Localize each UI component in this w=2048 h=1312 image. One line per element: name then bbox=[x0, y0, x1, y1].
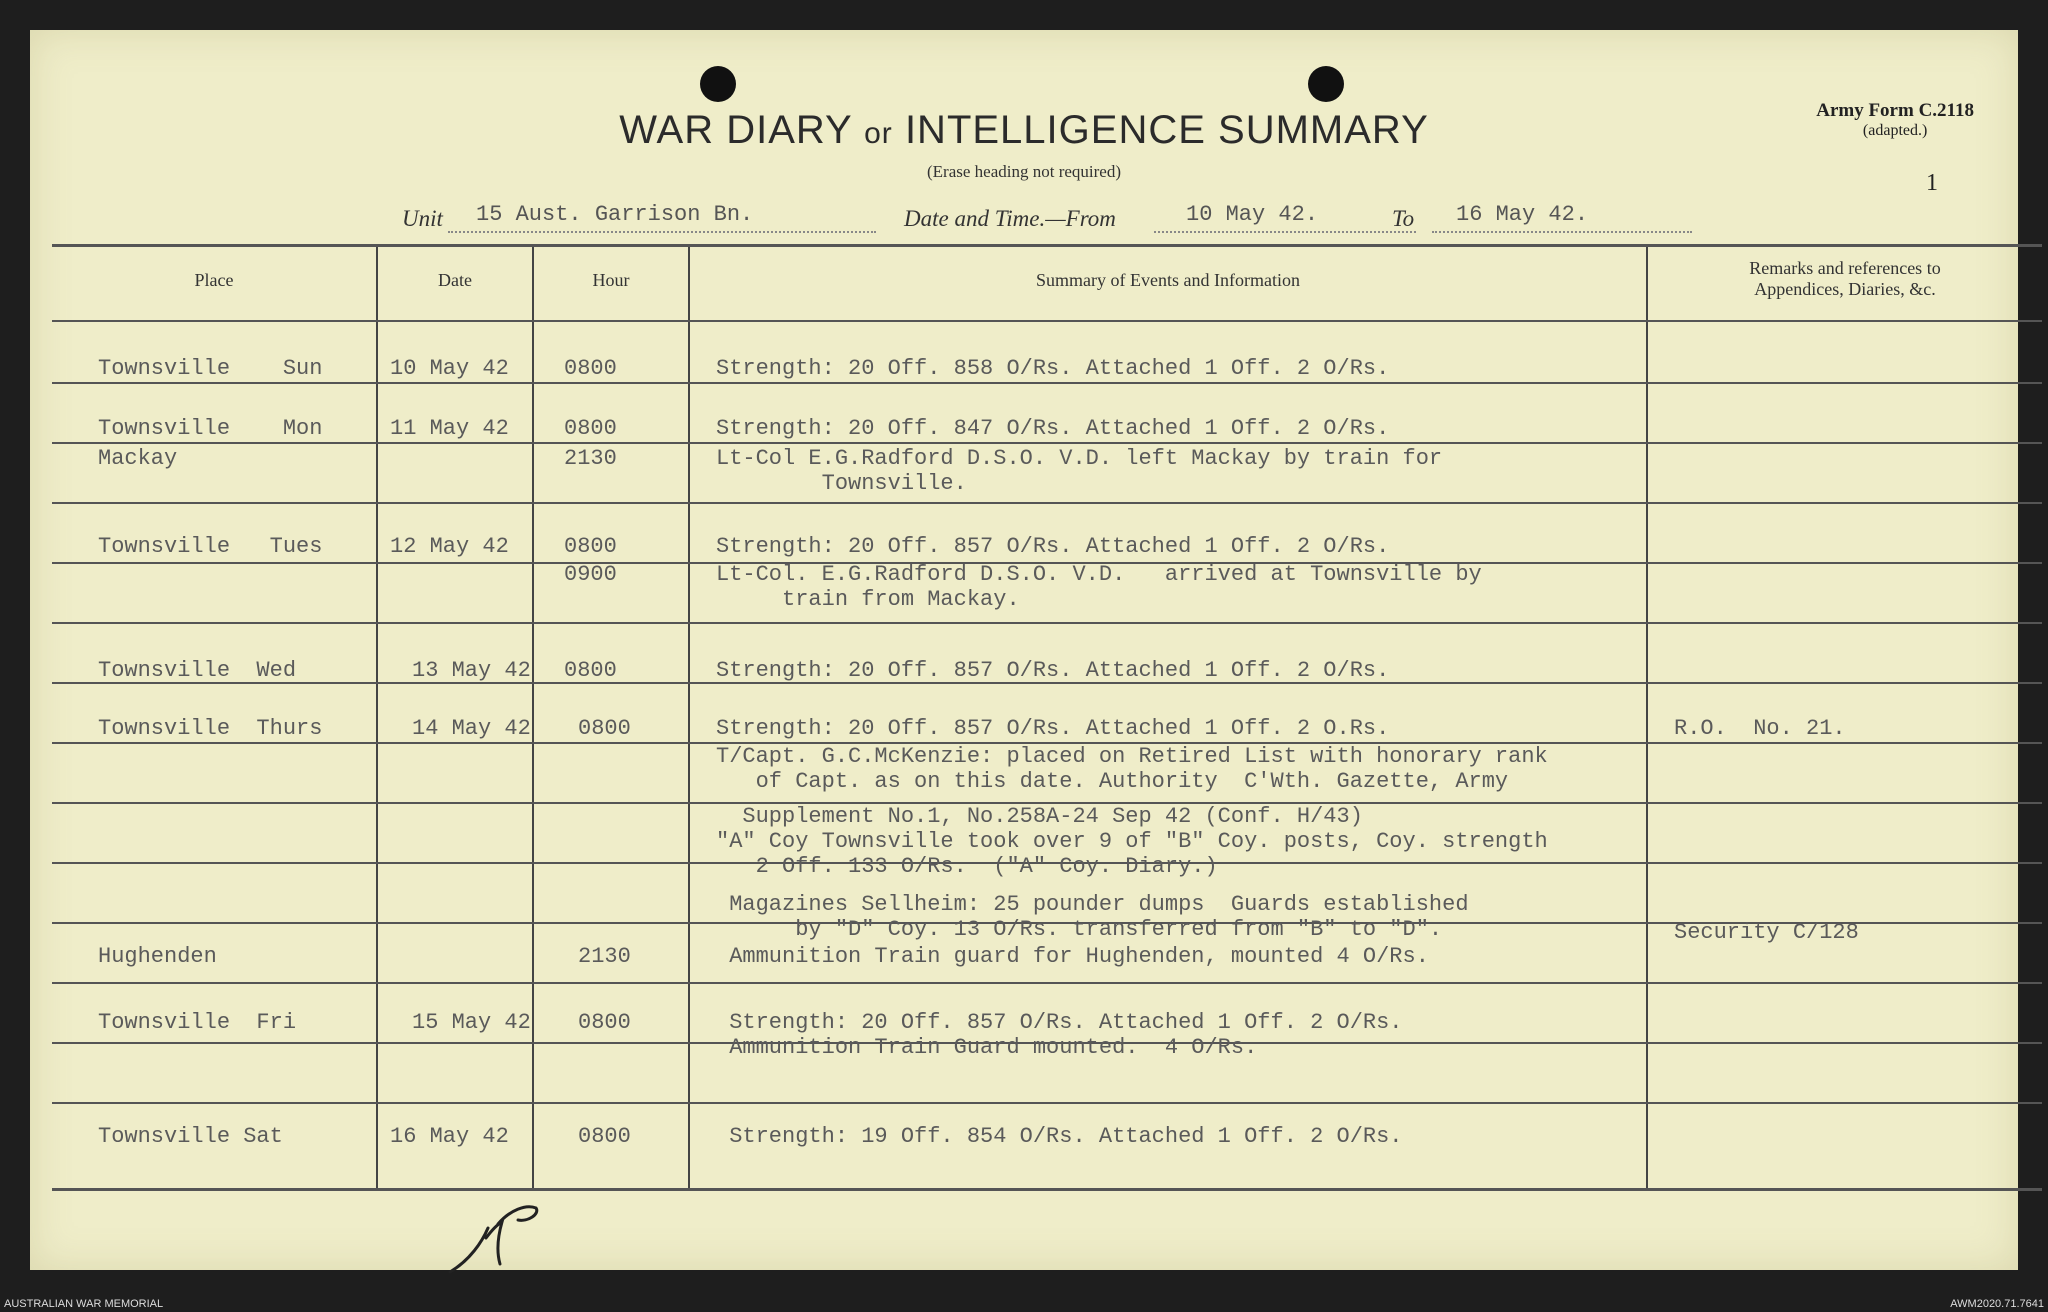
entry-summary: Lt-Col. E.G.Radford D.S.O. V.D. arrived at Townsville by train from Mackay. bbox=[716, 562, 1482, 612]
entry-summary: Supplement No.1, No.258A-24 Sep 42 (Conf. H/43) "A" Coy Townsville took over 9 of "B" Coy. posts, Coy. strength 2 Off. 133 O/Rs. ("A" Coy. Diary.) bbox=[716, 804, 1548, 879]
row-rule bbox=[52, 442, 2042, 444]
date-to-dotted-line bbox=[1432, 230, 1692, 233]
entry-place: Townsville Mon bbox=[98, 416, 323, 441]
column-header-place: Place bbox=[194, 270, 234, 290]
row-rule bbox=[52, 502, 2042, 504]
entry-summary: Strength: 20 Off. 857 O/Rs. Attached 1 Off. 2 O/Rs. Ammunition Train Guard mounted. 4 O/Rs. bbox=[729, 1010, 1403, 1060]
entry-place: Townsville Sat bbox=[98, 1124, 283, 1149]
entry-summary: T/Capt. G.C.McKenzie: placed on Retired List with honorary rank of Capt. as on this date. Authority C'Wth. Gazette, Army bbox=[716, 744, 1548, 794]
row-rule bbox=[52, 320, 2042, 322]
entry-summary: Strength: 20 Off. 858 O/Rs. Attached 1 Off. 2 O/Rs. bbox=[716, 356, 1390, 381]
entry-summary: Ammunition Train guard for Hughenden, mounted 4 O/Rs. bbox=[716, 944, 1429, 969]
date-from-value: 10 May 42. bbox=[1186, 202, 1319, 227]
table-bottom-rule bbox=[52, 1188, 2042, 1191]
entry-summary: Strength: 19 Off. 854 O/Rs. Attached 1 Off. 2 O/Rs. bbox=[716, 1124, 1403, 1149]
entry-hour: 0800 bbox=[564, 534, 617, 559]
unit-label: Unit bbox=[402, 206, 443, 231]
column-divider bbox=[532, 244, 534, 1190]
title-part2: INTELLIGENCE SUMMARY bbox=[904, 108, 1429, 152]
entry-date: 13 May 42 bbox=[412, 658, 531, 683]
entry-hour: 0800 bbox=[578, 1124, 631, 1149]
title-or: or bbox=[864, 117, 893, 150]
date-from-dotted-line bbox=[1154, 230, 1416, 233]
punch-hole bbox=[1308, 66, 1344, 102]
entry-date: 12 May 42 bbox=[390, 534, 509, 559]
row-rule bbox=[52, 382, 2042, 384]
entry-date: 16 May 42 bbox=[390, 1124, 509, 1149]
entry-summary: Magazines Sellheim: 25 pounder dumps Guards established by "D" Coy. 13 O/Rs. transferred from "B" to "D". bbox=[729, 892, 1469, 942]
entry-remarks: Security C/128 bbox=[1674, 920, 1859, 945]
date-from-label: Date and Time.—From bbox=[904, 206, 1116, 231]
entry-hour: 0800 bbox=[578, 716, 631, 741]
row-rule bbox=[52, 1102, 2042, 1104]
entry-remarks: R.O. No. 21. bbox=[1674, 716, 1846, 741]
column-header-date: Date bbox=[438, 270, 472, 290]
title-part1: WAR DIARY bbox=[619, 108, 852, 152]
entry-place: Townsville Tues bbox=[98, 534, 323, 559]
unit-dotted-line bbox=[448, 230, 876, 233]
entry-date: 14 May 42 bbox=[412, 716, 531, 741]
column-divider bbox=[1646, 244, 1648, 1190]
column-divider bbox=[688, 244, 690, 1190]
entry-place: Townsville Sun bbox=[98, 356, 323, 381]
entry-place: Townsville Fri bbox=[98, 1010, 297, 1035]
entry-date: 10 May 42 bbox=[390, 356, 509, 381]
entry-hour: 2130 bbox=[564, 446, 617, 471]
entry-hour: 0900 bbox=[564, 562, 617, 587]
date-to-label: To bbox=[1392, 206, 1415, 231]
column-header-remarks bbox=[1648, 258, 2042, 300]
row-rule bbox=[52, 982, 2042, 984]
entry-summary: Strength: 20 Off. 847 O/Rs. Attached 1 Off. 2 O/Rs. bbox=[716, 416, 1390, 441]
punch-hole bbox=[700, 66, 736, 102]
entry-place: Townsville Wed bbox=[98, 658, 297, 683]
entry-place: Townsville Thurs bbox=[98, 716, 323, 741]
entry-hour: 0800 bbox=[564, 356, 617, 381]
remarks-header-line2: Appendices, Diaries, &c. bbox=[1754, 279, 1936, 299]
entry-date: 15 May 42 bbox=[412, 1010, 531, 1035]
diary-table bbox=[52, 244, 2044, 1194]
page-mark: 1 bbox=[1926, 170, 1938, 196]
entry-hour: 2130 bbox=[578, 944, 631, 969]
entry-summary: Strength: 20 Off. 857 O/Rs. Attached 1 Off. 2 O.Rs. bbox=[716, 716, 1390, 741]
form-ref-sub: (adapted.) bbox=[1862, 122, 1928, 139]
column-header-summary: Summary of Events and Information bbox=[1036, 270, 1300, 290]
page-subtitle: (Erase heading not required) bbox=[927, 162, 1121, 181]
entry-hour: 0800 bbox=[564, 416, 617, 441]
footer-left-credit: AUSTRALIAN WAR MEMORIAL bbox=[4, 1298, 164, 1310]
remarks-header-line1: Remarks and references to bbox=[1749, 258, 1941, 278]
entry-hour: 0800 bbox=[578, 1010, 631, 1035]
entry-summary: Lt-Col E.G.Radford D.S.O. V.D. left Mackay by train for Townsville. bbox=[716, 446, 1443, 496]
entry-summary: Strength: 20 Off. 857 O/Rs. Attached 1 Off. 2 O/Rs. bbox=[716, 534, 1390, 559]
entry-date: 11 May 42 bbox=[390, 416, 509, 441]
date-to-value: 16 May 42. bbox=[1456, 202, 1589, 227]
column-header-hour: Hour bbox=[592, 270, 630, 290]
table-top-rule bbox=[52, 244, 2042, 247]
entry-hour: 0800 bbox=[564, 658, 617, 683]
entry-place: Mackay bbox=[98, 446, 178, 471]
entry-summary: Strength: 20 Off. 857 O/Rs. Attached 1 Off. 2 O/Rs. bbox=[716, 658, 1390, 683]
row-rule bbox=[52, 622, 2042, 624]
form-reference bbox=[1816, 100, 1974, 140]
column-divider bbox=[376, 244, 378, 1190]
entry-place: Hughenden bbox=[98, 944, 217, 969]
handwritten-initials bbox=[440, 1180, 580, 1290]
footer-right-reference: AWM2020.71.7641 bbox=[1950, 1298, 2044, 1310]
unit-value: 15 Aust. Garrison Bn. bbox=[476, 202, 754, 227]
form-ref-label: Army Form C.2118 bbox=[1816, 100, 1974, 121]
diary-sheet bbox=[30, 30, 2018, 1270]
page-title bbox=[30, 108, 2018, 153]
